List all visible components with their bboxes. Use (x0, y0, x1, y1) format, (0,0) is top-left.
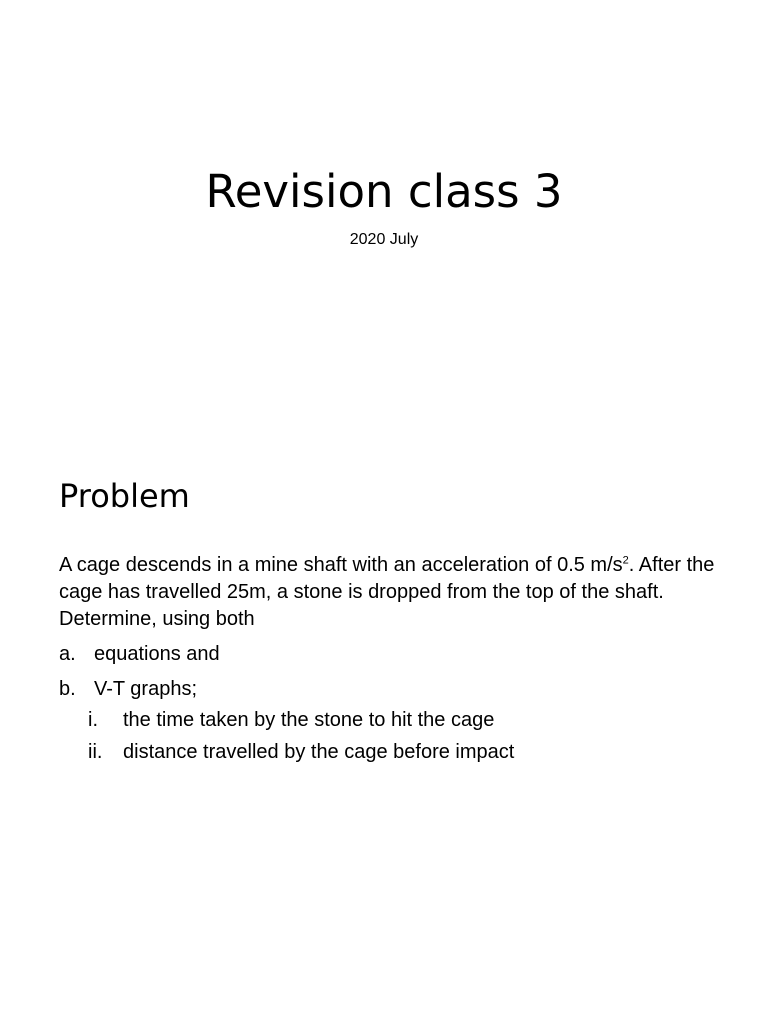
sub-list-marker: ii. (88, 741, 103, 763)
exponent: 2 (622, 554, 629, 567)
sub-list-marker: i. (88, 709, 98, 731)
problem-paragraph (59, 552, 719, 633)
list-item (59, 676, 719, 703)
slide-subtitle: 2020 July (349, 231, 419, 248)
list-item-text: V-T graphs; (94, 678, 198, 700)
problem-paragraph-part1: A cage descends in a mine shaft with an acceleration of 0.5 m/s (59, 554, 623, 576)
slide-title: Revision class 3 (205, 165, 563, 218)
sub-list (59, 707, 719, 766)
sub-list-item (59, 707, 719, 734)
sub-list-item-text: distance travelled by the cage before impact (123, 741, 515, 763)
sub-list-item (59, 739, 719, 766)
list-marker: b. (59, 678, 76, 700)
sub-list-item-text: the time taken by the stone to hit the cage (123, 709, 495, 731)
problem-heading: Problem (59, 477, 190, 515)
list-item (59, 641, 719, 668)
problem-body (59, 552, 719, 771)
method-list (59, 641, 719, 703)
list-marker: a. (59, 643, 76, 665)
problem-paragraph-part2: . After the cage has travelled 25m, a stone is dropped from the top of the shaft. Determine, using both (59, 554, 715, 630)
list-item-text: equations and (94, 643, 220, 665)
